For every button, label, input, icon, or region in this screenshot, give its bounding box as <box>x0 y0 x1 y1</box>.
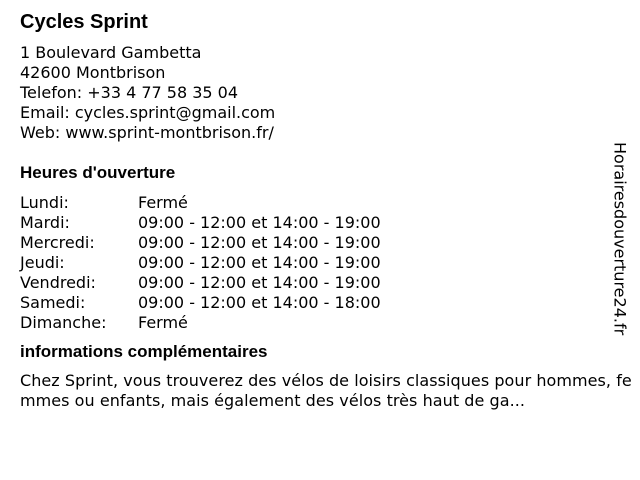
hours-value: 09:00 - 12:00 et 14:00 - 19:00 <box>138 233 381 252</box>
day-label: Samedi: <box>20 293 86 312</box>
shop-card <box>20 10 630 411</box>
hours-heading: Heures d'ouverture <box>20 163 176 182</box>
hours-value: 09:00 - 12:00 et 14:00 - 18:00 <box>138 293 381 312</box>
day-label: Dimanche: <box>20 313 107 332</box>
watermark-text: Horairesdouverture24.fr <box>610 142 630 336</box>
hours-value: 09:00 - 12:00 et 14:00 - 19:00 <box>138 253 381 272</box>
hours-value: Fermé <box>138 313 188 332</box>
shop-name: Cycles Sprint <box>20 11 148 33</box>
hours-row-lundi <box>20 193 630 213</box>
phone-line: Telefon: +33 4 77 58 35 04 <box>20 83 239 102</box>
info-heading: informations complémentaires <box>20 342 268 361</box>
hours-row-dimanche <box>20 313 630 333</box>
street-address: 1 Boulevard Gambetta <box>20 43 202 62</box>
contact-block <box>20 43 630 143</box>
hours-row-vendredi <box>20 273 630 293</box>
day-label: Vendredi: <box>20 273 96 292</box>
hours-value: 09:00 - 12:00 et 14:00 - 19:00 <box>138 273 381 292</box>
hours-row-jeudi <box>20 253 630 273</box>
day-label: Mercredi: <box>20 233 95 252</box>
day-label: Mardi: <box>20 213 70 232</box>
city-postcode: 42600 Montbrison <box>20 63 166 82</box>
hours-row-mercredi <box>20 233 630 253</box>
hours-value: Fermé <box>138 193 188 212</box>
description-text: Chez Sprint, vous trouverez des vélos de loisirs classiques pour hommes, femmes ou enfants, mais également des vélos très haut de ga... <box>20 371 632 410</box>
hours-value: 09:00 - 12:00 et 14:00 - 19:00 <box>138 213 381 232</box>
email-line: Email: cycles.sprint@gmail.com <box>20 103 276 122</box>
opening-hours-table <box>20 193 630 333</box>
day-label: Jeudi: <box>20 253 65 272</box>
hours-row-mardi <box>20 213 630 233</box>
day-label: Lundi: <box>20 193 69 212</box>
website-line: Web: www.sprint-montbrison.fr/ <box>20 123 274 142</box>
hours-row-samedi <box>20 293 630 313</box>
